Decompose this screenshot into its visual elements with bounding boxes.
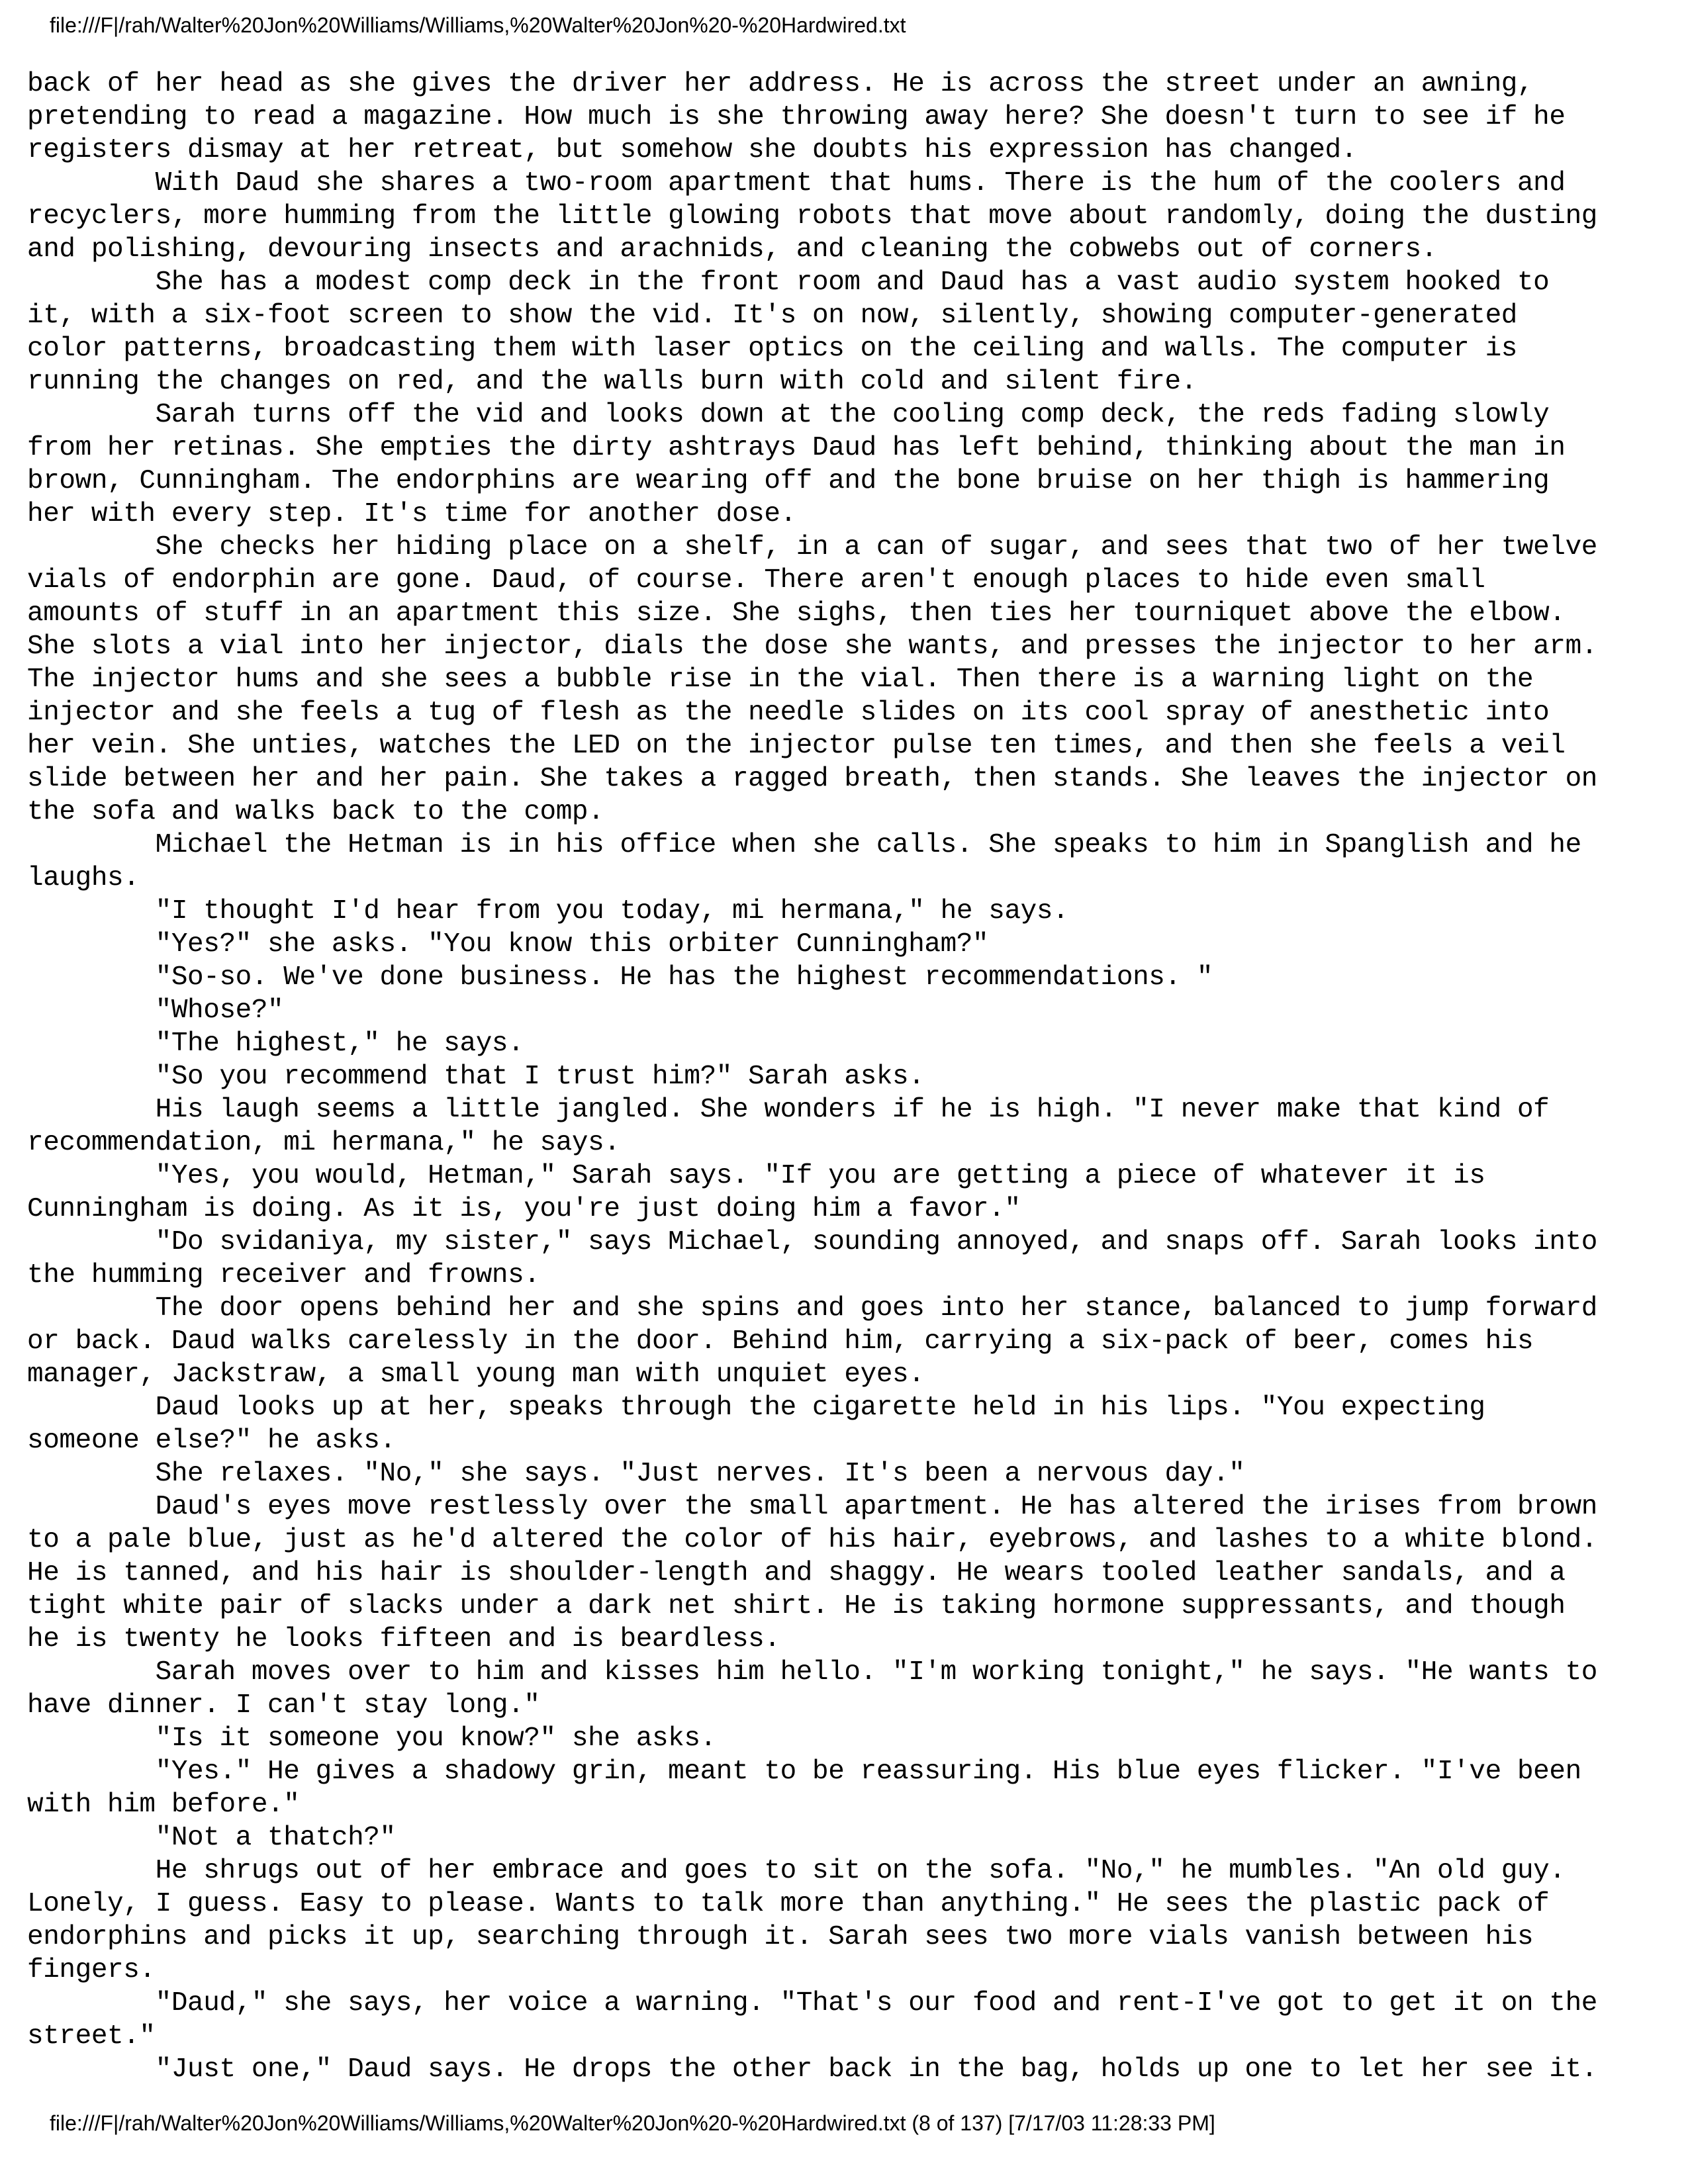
document-body-text: back of her head as she gives the driver her address. He is across the street under an awning, pretending to read a magazine. How much is she throwing away here? She doesn't turn to see if he registers dismay at her retreat, but somehow she doubts his expression has changed. With Daud she shares a two-room apartment that hums. There is the hum of the coolers and recyclers, more humming from the little glowing robots that move about randomly, doing the dusting and polishing, devouring insects and arachnids, and cleaning the cobwebs out of corners. She has a modest comp deck in the front room and Daud has a vast audio system hooked to it, with a six-foot screen to show the vid. It's on now, silently, showing computer-generated color patterns, broadcasting them with laser optics on the ceiling and walls. The computer is running the changes on red, and the walls burn with cold and silent fire. Sarah turns off the vid and looks down at the cooling comp deck, the reds fading slowly from her retinas. She empties the dirty ashtrays Daud has left behind, thinking about the man in brown, Cunningham. The endorphins are wearing off and the bone bruise on her thigh is hammering her with every step. It's time for another dose. She checks her hiding place on a shelf, in a can of sugar, and sees that two of her twelve vials of endorphin are gone. Daud, of course. There aren't enough places to hide even small amounts of stuff in an apartment this size. She sighs, then ties her tourniquet above the elbow. She slots a vial into her injector, dials the dose she wants, and presses the injector to her arm. The injector hums and she sees a bubble rise in the vial. Then there is a warning light on the injector and she feels a tug of flesh as the needle slides on its cool spray of anesthetic into her vein. She unties, watches the LED on the injector pulse ten times, and then she feels a veil slide between her and her pain. She takes a ragged breath, then stands. She leaves the injector on the sofa and walks back to the comp. Michael the Hetman is in his office when she calls. She speaks to him in Spanglish and he laughs. "I thought I'd hear from you today, mi hermana," he says. "Yes?" she asks. "You know this orbiter Cunningham?" "So-so. We've done business. He has the highest recommendations. " "Whose?" "The highest," he says. "So you recommend that I trust him?" Sarah asks. His laugh seems a little jangled. She wonders if he is high. "I never make that kind of recommendation, mi hermana," he says. "Yes, you would, Hetman," Sarah says. "If you are getting a piece of whatever it is Cunningham is doing. As it is, you're just doing him a favor." "Do svidaniya, my sister," says Michael, sounding annoyed, and snaps off. Sarah looks into the humming receiver and frowns. The door opens behind her and she spins and goes into her stance, balanced to jump forward or back. Daud walks carelessly in the door. Behind him, carrying a six-pack of beer, comes his manager, Jackstraw, a small young man with unquiet eyes. Daud looks up at her, speaks through the cigarette held in his lips. "You expecting someone else?" he asks. She relaxes. "No," she says. "Just nerves. It's been a nervous day." Daud's eyes move restlessly over the small apartment. He has altered the irises from brown to a pale blue, just as he'd altered the color of his hair, eyebrows, and lashes to a white blond. He is tanned, and his hair is shoulder-length and shaggy. He wears tooled leather sandals, and a tight white pair of slacks under a dark net shirt. He is taking hormone suppressants, and though he is twenty he looks fifteen and is beardless. Sarah moves over to him and kisses him hello. "I'm working tonight," he says. "He wants to have dinner. I can't stay long." "Is it someone you know?" she asks. "Yes." He gives a shadowy grin, meant to be reassuring. His blue eyes flicker. "I've been with him before." "Not a thatch?" He shrugs out of her embrace and goes to sit on the sofa. "No," he mumbles. "An old guy. Lonely, I guess. Easy to please. Wants to talk more than anything." He sees the plastic pack of endorphins and picks it up, searching through it. Sarah sees two more vials vanish between his fingers. "Daud," she says, her voice a warning. "That's our food and rent-I've got to get it on the street." "Just one," Daud says. He drops the other back in the bag, holds up one to let her see it.	[27, 69, 1597, 2085]
file-url-footer: file:///F|/rah/Walter%20Jon%20Williams/Williams,%20Walter%20Jon%20-%20Hardwired.txt (8 of 137) [7/17/03 11:28:33 PM]	[50, 2111, 1215, 2135]
file-url-header: file:///F|/rah/Walter%20Jon%20Williams/Williams,%20Walter%20Jon%20-%20Hardwired.txt	[50, 13, 906, 37]
